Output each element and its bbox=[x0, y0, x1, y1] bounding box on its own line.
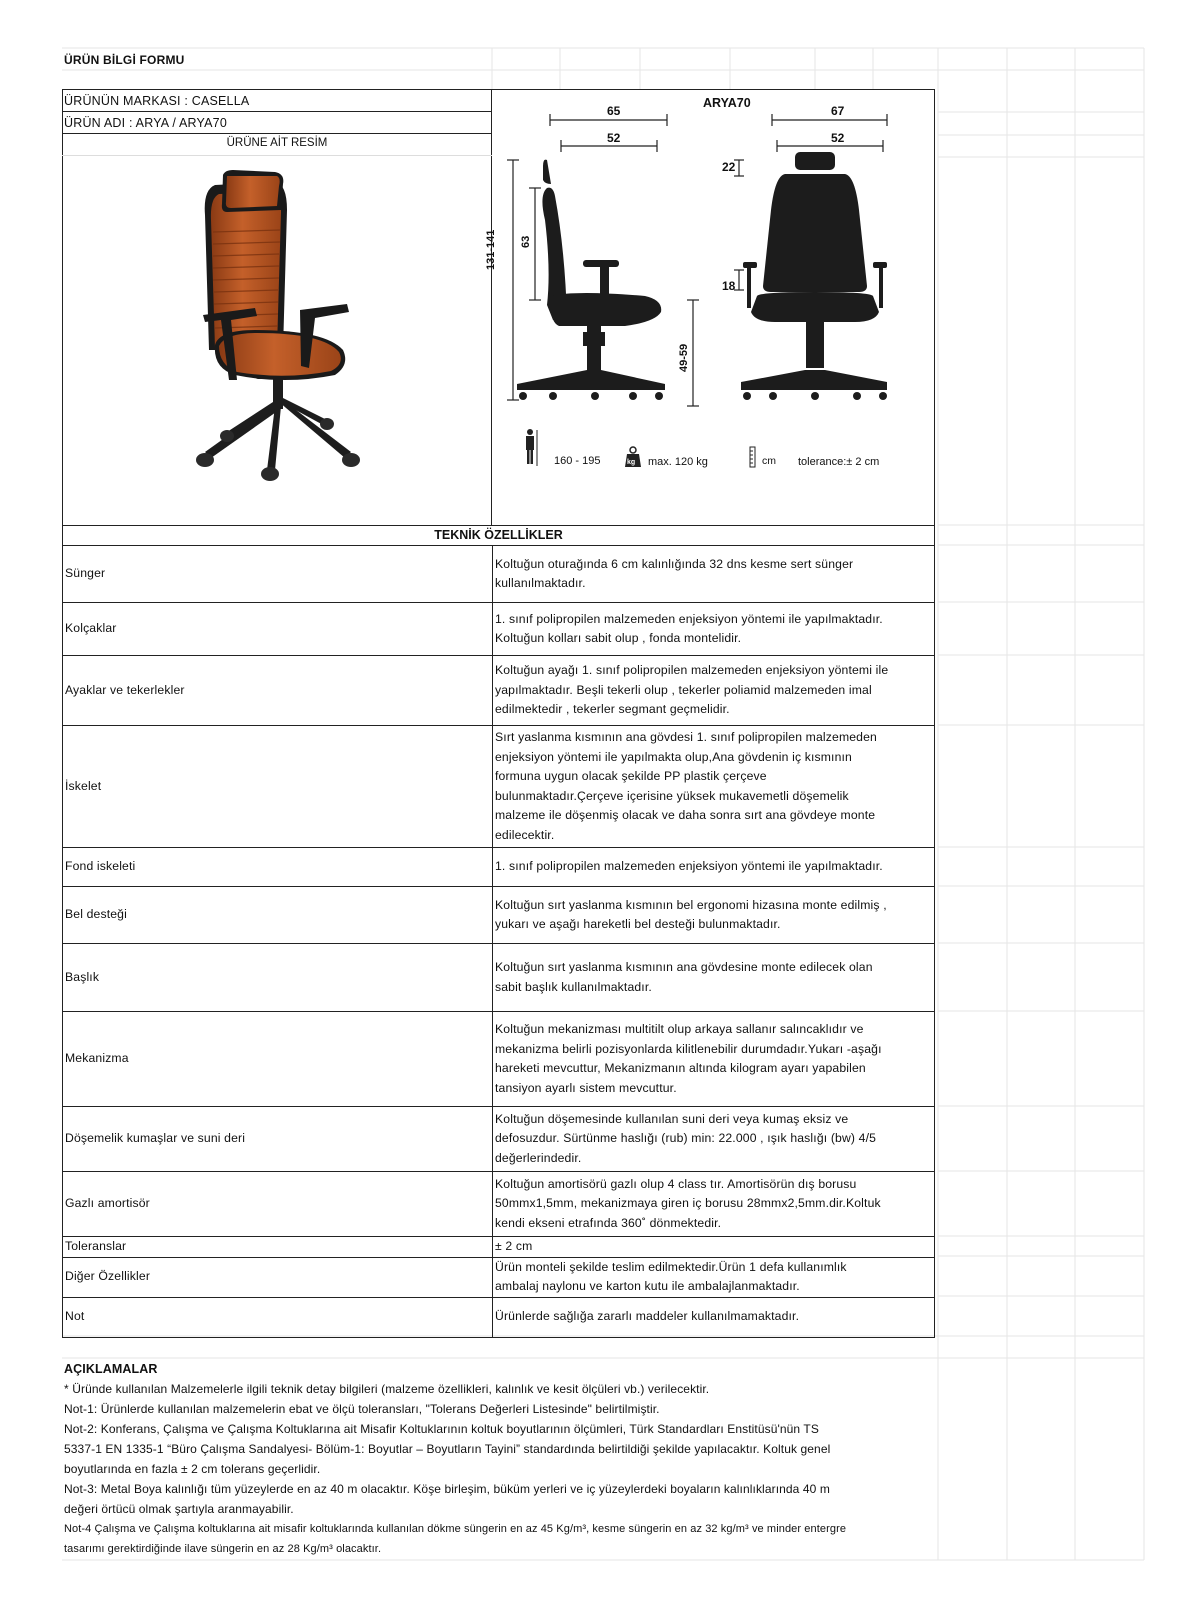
spec-label: Sünger bbox=[63, 546, 493, 603]
spec-value-line: edilecektir. bbox=[495, 827, 555, 842]
spec-value-line: Koltuğun amortisörü gazlı olup 4 class tır. Amortisörün dış borusu bbox=[495, 1176, 857, 1191]
spec-row bbox=[63, 1172, 935, 1237]
note-line: tasarımı gerektirdiğinde ilave süngerin en az 28 Kg/m³ olacaktır. bbox=[64, 1543, 382, 1555]
back-height-label: 63 bbox=[520, 235, 532, 248]
spec-label: Toleranslar bbox=[63, 1237, 493, 1258]
spec-row bbox=[63, 887, 935, 944]
front-top-width-label: 67 bbox=[831, 104, 845, 118]
image-caption: ÜRÜNE AİT RESİM bbox=[226, 137, 328, 149]
spec-value-line: kullanılmaktadır. bbox=[495, 576, 586, 590]
spec-row bbox=[63, 546, 935, 603]
spec-value bbox=[493, 1172, 935, 1237]
spec-value bbox=[493, 944, 935, 1012]
spec-label: Gazlı amortisör bbox=[63, 1172, 493, 1237]
spec-value-line: Koltuğun kolları sabit olup , fonda montelidir. bbox=[495, 631, 742, 645]
spec-label: Döşemelik kumaşlar ve suni deri bbox=[63, 1107, 493, 1172]
spec-row bbox=[63, 848, 935, 887]
spec-value-line: yapılmaktadır. Beşli tekerli olup , tekerler poliamid malzemeden imal bbox=[495, 682, 872, 697]
spec-value-line: ambalaj naylonu ve karton kutu ile ambalajlanmaktadır. bbox=[495, 1279, 800, 1293]
spec-value bbox=[493, 1297, 935, 1337]
spec-value bbox=[493, 1257, 935, 1297]
spec-value bbox=[493, 656, 935, 726]
spec-value bbox=[493, 1012, 935, 1107]
spec-row bbox=[63, 944, 935, 1012]
note-line: 5337-1 EN 1335-1 “Büro Çalışma Sandalyesi- Bölüm-1: Boyutlar – Boyutların Tayini” standardında belirtildiği şekilde yapılacaktır. Koltuk genel bbox=[64, 1442, 831, 1456]
spec-value-line: enjeksiyon yöntemi ile yapılmakta olup,Ana gövdenin iç kısmının bbox=[495, 749, 852, 764]
spec-value-line: defosuzdur. Sürtünme haslığı (rub) min: 22.000 , ışık haslığı (bw) 4/5 bbox=[495, 1131, 877, 1146]
ruler-icon bbox=[749, 446, 757, 468]
spec-value-line: Ürünlerde sağlığa zararlı maddeler kullanılmamaktadır. bbox=[495, 1309, 800, 1324]
note-line: boyutlarında en fazla ± 2 cm tolerans geçerlidir. bbox=[64, 1462, 321, 1476]
spec-label: Mekanizma bbox=[63, 1012, 493, 1107]
spec-value-line: Koltuğun döşemesinde kullanılan suni deri veya kumaş eksiz ve bbox=[495, 1111, 849, 1126]
headrest-adj-label: 22 bbox=[722, 160, 736, 174]
side-top-width-label: 65 bbox=[607, 104, 621, 118]
side-seat-width-label: 52 bbox=[607, 131, 621, 145]
spec-row bbox=[63, 1237, 935, 1258]
spec-value-line: tansiyon ayarlı sistem mevcuttur. bbox=[495, 1080, 677, 1095]
spec-value-line: değerlerindedir. bbox=[495, 1150, 582, 1165]
chair-photo bbox=[175, 170, 385, 500]
spec-table bbox=[62, 545, 935, 1338]
spec-value-line: ± 2 cm bbox=[495, 1239, 533, 1253]
spec-label: Diğer Özellikler bbox=[63, 1257, 493, 1297]
spec-value-line: 1. sınıf polipropilen malzemeden enjeksiyon yöntemi ile yapılmaktadır. bbox=[495, 611, 883, 626]
person-height-icon bbox=[524, 428, 540, 468]
note-line: * Üründe kullanılan Malzemelerle ilgili teknik detay bilgileri (malzeme özellikleri, kalınlık ve kesit ölçüleri vb.) verilecektir. bbox=[64, 1382, 710, 1396]
tolerance-text: tolerance:± 2 cm bbox=[798, 456, 880, 468]
spec-label: Not bbox=[63, 1297, 493, 1337]
spec-value-line: sabit başlık kullanılmaktadır. bbox=[495, 979, 652, 994]
seat-height-label: 49-59 bbox=[678, 343, 690, 372]
spec-value-line: hareketi mevcuttur, Mekanizmanın altında kilogram ayarı yapabilen bbox=[495, 1061, 866, 1075]
spec-value bbox=[493, 1107, 935, 1172]
spec-label: Kolçaklar bbox=[63, 603, 493, 656]
spec-value-line: edilmektedir , tekerler segmant geçmelidir. bbox=[495, 702, 730, 717]
spec-value-line: formuna uygun olacak şekilde PP plastik çerçeve bbox=[495, 769, 767, 783]
spec-value-line: bulunmaktadır.Çerçeve içerisine yüksek mukavemetli döşemelik bbox=[495, 788, 849, 803]
spec-row bbox=[63, 1297, 935, 1337]
user-height-text: 160 - 195 bbox=[554, 455, 601, 467]
spec-value-line: Koltuğun mekanizması multitilt olup arkaya sallanır salıncaklıdır ve bbox=[495, 1022, 864, 1036]
spec-label: Bel desteği bbox=[63, 887, 493, 944]
unit-text: cm bbox=[762, 455, 776, 467]
note-line: değeri örtücü olmak şartıyla aranmayabilir. bbox=[64, 1502, 294, 1516]
form-title: ÜRÜN BİLGİ FORMU bbox=[64, 53, 185, 67]
spec-value-line: Sırt yaslanma kısmının ana gövdesi 1. sınıf polipropilen malzemeden bbox=[495, 730, 877, 744]
spec-label: Ayaklar ve tekerlekler bbox=[63, 656, 493, 726]
spec-value bbox=[493, 1237, 935, 1258]
max-weight-text: max. 120 kg bbox=[648, 456, 708, 468]
spec-row bbox=[63, 1107, 935, 1172]
spec-value-line: Ürün monteli şekilde teslim edilmektedir.Ürün 1 defa kullanımlık bbox=[495, 1259, 847, 1274]
spec-value-line: 50mmx1,5mm, mekanizmaya giren iç borusu 28mmx2,5mm.dir.Koltuk bbox=[495, 1196, 881, 1211]
spec-value-line: mekanizma belirli pozisyonlarda kilitlenebilir durumdadır.Yukarı -aşağı bbox=[495, 1041, 882, 1056]
spec-value bbox=[493, 603, 935, 656]
spec-label: İskelet bbox=[63, 726, 493, 848]
spec-value bbox=[493, 726, 935, 848]
total-height-label: 131-141 bbox=[485, 229, 497, 270]
spec-value-line: Koltuğun sırt yaslanma kısmının bel ergonomi hizasına monte edilmiş , bbox=[495, 897, 887, 912]
spec-value-line: Koltuğun sırt yaslanma kısmının ana gövdesine monte edilecek olan bbox=[495, 960, 873, 974]
weight-kg-label: kg bbox=[627, 459, 636, 466]
spec-value bbox=[493, 887, 935, 944]
spec-row bbox=[63, 1257, 935, 1297]
armrest-adj-label: 18 bbox=[722, 279, 736, 293]
caption-underline bbox=[62, 155, 492, 156]
spec-value bbox=[493, 546, 935, 603]
spec-row bbox=[63, 603, 935, 656]
spec-header: TEKNİK ÖZELLİKLER bbox=[434, 528, 563, 542]
notes-section bbox=[64, 1359, 944, 1559]
spec-value bbox=[493, 848, 935, 887]
note-line: Not-2: Konferans, Çalışma ve Çalışma Koltuklarına ait Misafir Koltuklarının koltuk boyutlarının ölçümleri, Türk Standardları Enstitüsü'nün TS bbox=[64, 1422, 819, 1436]
note-line: Not-3: Metal Boya kalınlığı tüm yüzeylerde en az 40 m olacaktır. Köşe birleşim, büküm yerleri ve iç yüzeylerdeki boyaların kalınlıklarında 40 m bbox=[64, 1482, 830, 1496]
spec-value-line: yukarı ve aşağı hareketli bel desteği bulunmaktadır. bbox=[495, 917, 781, 931]
note-line: Not-4 Çalışma ve Çalışma koltuklarına ait misafir koltuklarında kullanılan dökme süngerin en az 45 Kg/m³, kesme süngerin en az 32 kg/m³ ve minder entergre bbox=[64, 1523, 847, 1535]
spec-value-line: malzeme ile döşenmiş olacak ve daha sonra sırt ana gövdeye monte bbox=[495, 808, 876, 822]
front-seat-width-label: 52 bbox=[831, 131, 845, 145]
spec-value-line: 1. sınıf polipropilen malzemeden enjeksiyon yöntemi ile yapılmaktadır. bbox=[495, 859, 883, 874]
brand-text: ÜRÜNÜN MARKASI : CASELLA bbox=[64, 94, 250, 108]
notes-header: AÇIKLAMALAR bbox=[64, 1362, 158, 1376]
dimension-lines bbox=[495, 100, 935, 420]
note-line: Not-1: Ürünlerde kullanılan malzemelerin ebat ve ölçü toleransları, "Tolerans Değerleri Listesinde" belirtilmiştir. bbox=[64, 1402, 660, 1416]
model-label: ARYA70 bbox=[703, 96, 751, 110]
product-name-text: ÜRÜN ADI : ARYA / ARYA70 bbox=[64, 116, 227, 130]
spec-row bbox=[63, 1012, 935, 1107]
spec-label: Fond iskeleti bbox=[63, 848, 493, 887]
spec-row bbox=[63, 726, 935, 848]
spec-value-line: Koltuğun oturağında 6 cm kalınlığında 32 dns kesme sert sünger bbox=[495, 556, 854, 571]
spec-value-line: Koltuğun ayağı 1. sınıf polipropilen malzemeden enjeksiyon yöntemi ile bbox=[495, 663, 889, 678]
spec-row bbox=[63, 656, 935, 726]
spec-value-line: kendi ekseni etrafında 360˚ dönmektedir. bbox=[495, 1215, 722, 1230]
spec-label: Başlık bbox=[63, 944, 493, 1012]
